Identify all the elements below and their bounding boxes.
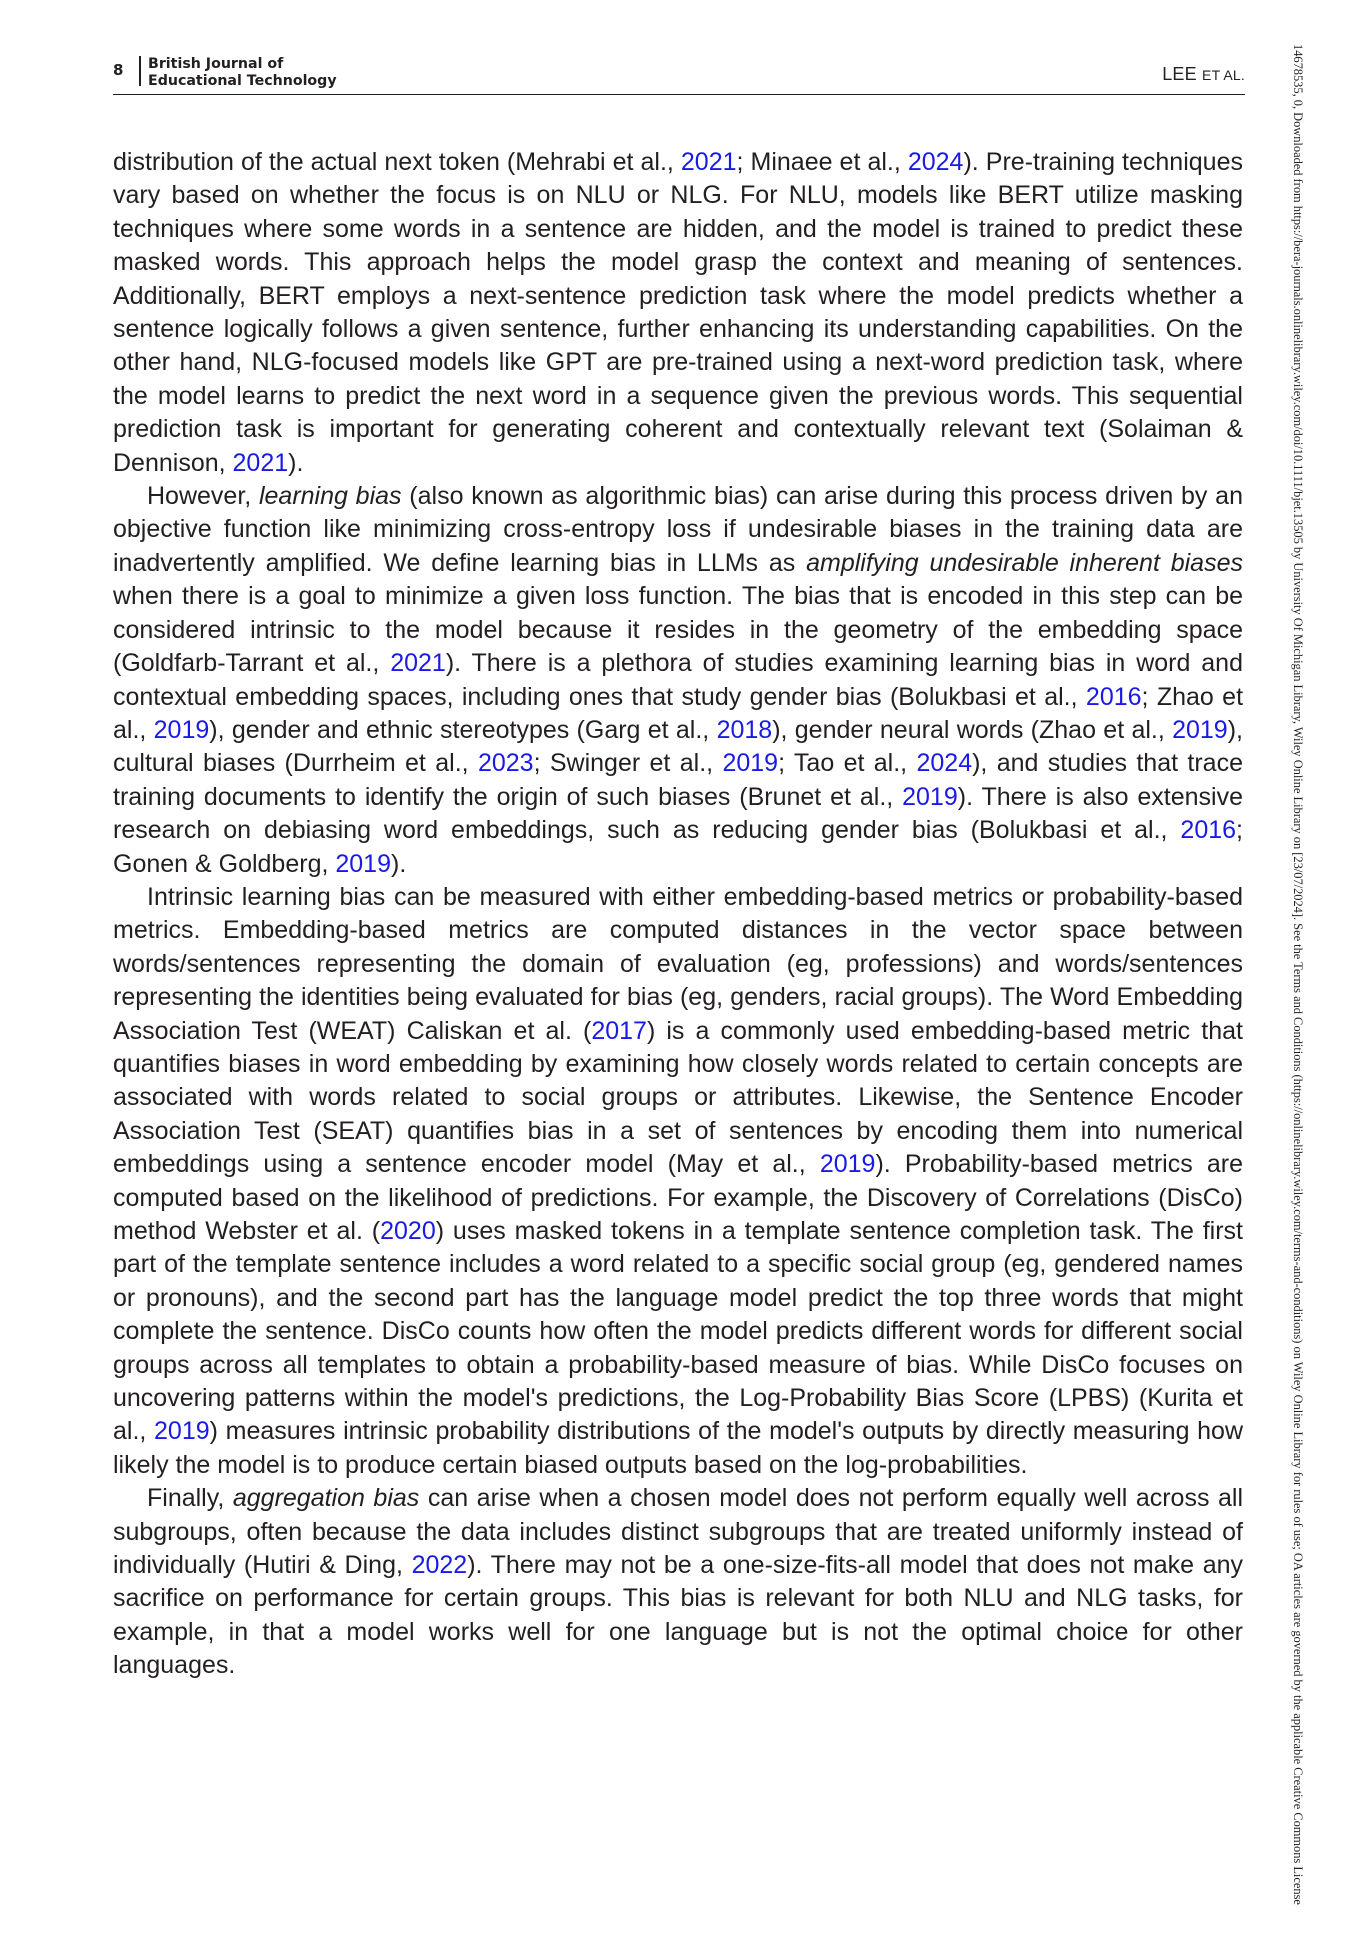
running-head-et-al: ET AL. <box>1202 67 1245 83</box>
journal-name-line-2: Educational Technology <box>148 73 337 89</box>
paragraph-text: ) is a commonly used embedding-based metric that quantifies biases in word embedding by examining how closely words related to certain concepts are associated with words related to social groups or attributes. Likewise, the Sentence Encoder Association Test (SEAT) quantifies bias in a set of sentences by encoding them into numerical embeddings using a sentence encoder model (May et al., <box>113 1016 1243 1179</box>
paragraph-text: ). There may not be a one-size-fits-all model that does not make any sacrifice on performance for certain groups. This bias is relevant for both NLU and NLG tasks, for example, in that a model works well for one language but is not the optimal choice for other languages. <box>113 1551 1243 1680</box>
header-divider <box>139 56 141 86</box>
paragraph-text: ) measures intrinsic probability distributions of the model's outputs by directly measuring how likely the model is to produce certain biased outputs based on the log-probabilities. <box>113 1417 1244 1479</box>
citation-year-link[interactable]: 2019 <box>722 749 779 778</box>
paragraph-text: ; Tao et al., <box>778 749 917 778</box>
emphasized-term: aggregation bias <box>232 1484 420 1513</box>
citation-year-link[interactable]: 2019 <box>154 1417 210 1446</box>
citation-year-link[interactable]: 2023 <box>477 749 534 778</box>
paragraph-text: when there is a goal to minimize a given loss function. The bias that is encoded in this step can be considered intrinsic to the model because it resides in the geometry of the embedding space (Goldfarb-Tarrant et al., <box>113 582 1243 678</box>
paragraph-text: ), gender and ethnic stereotypes (Garg et al., <box>209 715 717 744</box>
body-paragraph-3 <box>113 881 1243 1482</box>
paragraph-text: ), cultural biases (Durrheim et al., <box>113 715 1243 778</box>
journal-name-line-1: British Journal of <box>148 56 284 72</box>
body-paragraph-2 <box>113 480 1243 881</box>
emphasized-term: learning bias <box>258 482 402 511</box>
paragraph-text: ). There is a plethora of studies examining learning bias in word and contextual embedding spaces, including ones that study gender bias (Bolukbasi et al., <box>113 649 1243 711</box>
paragraph-text: ; Minaee et al., <box>736 148 908 176</box>
running-head-authors: LEE <box>1162 64 1203 84</box>
citation-year-link[interactable]: 2024 <box>907 148 964 176</box>
paragraph-text: ). Probability-based metrics are computed based on the likelihood of predictions. For example, the Discovery of Correlations (DisCo) method Webster et al. ( <box>113 1150 1243 1245</box>
paragraph-text: However, <box>147 482 259 511</box>
citation-year-link[interactable]: 2020 <box>380 1217 436 1245</box>
paragraph-text: Finally, <box>147 1484 233 1513</box>
citation-year-link[interactable]: 2019 <box>1172 715 1228 744</box>
citation-year-link[interactable]: 2019 <box>153 715 210 744</box>
paragraph-text: ). There is also extensive research on debiasing word embeddings, such as reducing gender bias (Bolukbasi et al., <box>113 782 1243 845</box>
paragraph-text: ) uses masked tokens in a template sentence completion task. The first part of the template sentence includes a word related to a specific social group (eg, gendered names or pronouns), and the second part has the language model predict the top three words that might complete the sentence. DisCo counts how often the model predicts different words for different social groups across all templates to obtain a probability-based measure of bias. While DisCo focuses on uncovering patterns within the model's predictions, the Log-Probability Bias Score (LPBS) (Kurita et al., <box>113 1217 1244 1446</box>
citation-year-link[interactable]: 2016 <box>1180 816 1237 845</box>
paragraph-text: ). Pre-training techniques vary based on whether the focus is on NLU or NLG. For NLU, models like BERT utilize masking techniques where some words in a sentence are hidden, and the model is trained to predict these masked words. This approach helps the model grasp the context and meaning of sentences. Additionally, BERT employs a next-sentence prediction task where the model predicts whether a sentence logically follows a given sentence, further enhancing its understanding capabilities. On the other hand, NLG-focused models like GPT are pre-trained using a next-word prediction task, where the model learns to predict the next word in a sequence given the previous words. This sequential prediction task is important for generating coherent and contextually relevant text (Solaiman & Dennison, <box>113 148 1243 477</box>
paragraph-text: (also known as algorithmic bias) can arise during this process driven by an objective function like minimizing cross-entropy loss if undesirable biases in the training data are inadvertently amplified. We define learning bias in LLMs as <box>113 482 1243 577</box>
body-paragraph-4 <box>113 1482 1243 1682</box>
paragraph-text: Intrinsic learning bias can be measured with either embedding-based metrics or probability-based metrics. Embedding-based metrics are computed distances in the vector space between words/sentences representing the domain of evaluation (eg, professions) and words/sentences representing the identities being evaluated for bias (eg, genders, racial groups). The Word Embedding Association Test (WEAT) Caliskan et al. ( <box>113 882 1243 1045</box>
citation-year-link[interactable]: 2019 <box>335 849 391 878</box>
citation-year-link[interactable]: 2016 <box>1085 682 1142 711</box>
citation-year-link[interactable]: 2019 <box>819 1150 876 1179</box>
citation-year-link[interactable]: 2024 <box>916 749 973 778</box>
body-paragraph-1 <box>113 146 1243 480</box>
article-body <box>113 146 1243 1683</box>
emphasized-term: amplifying undesirable inherent biases <box>806 548 1243 577</box>
paragraph-text: ), gender neural words (Zhao et al., <box>772 715 1173 744</box>
journal-name <box>148 56 337 90</box>
running-head <box>1162 64 1245 85</box>
paragraph-text: can arise when a chosen model does not perform equally well across all subgroups, often because the data includes distinct subgroups that are treated uniformly instead of individually (Hutiri & Ding, <box>113 1484 1243 1580</box>
page-number: 8 <box>113 61 124 79</box>
citation-year-link[interactable]: 2021 <box>680 148 737 176</box>
page-header <box>113 56 1245 95</box>
download-notice <box>1290 44 1320 1904</box>
citation-year-link[interactable]: 2021 <box>232 448 289 477</box>
paragraph-text: ). <box>288 448 304 477</box>
paragraph-text: ; Gonen & Goldberg, <box>113 816 1243 878</box>
citation-year-link[interactable]: 2017 <box>591 1016 647 1045</box>
paragraph-text: ; Zhao et al., <box>113 682 1244 744</box>
citation-year-link[interactable]: 2022 <box>411 1551 468 1580</box>
citation-year-link[interactable]: 2018 <box>716 715 773 744</box>
paragraph-text: distribution of the actual next token (Mehrabi et al., <box>113 148 681 176</box>
download-notice-text: 14678535, 0, Downloaded from https://bera-journals.onlinelibrary.wiley.com/doi/10.1111/bjet.13505 by University Of Michigan Library, Wiley Online Library on [23/07/2024]. See the Terms and Conditions (https://onlinelibrary.wiley.com/terms-and-conditions) on Wiley Online Library for rules of use; OA articles are governed by the applicable Creative Commons License <box>1291 44 1305 1905</box>
citation-year-link[interactable]: 2021 <box>390 649 446 678</box>
citation-year-link[interactable]: 2019 <box>902 782 958 811</box>
paragraph-text: ; Swinger et al., <box>533 749 723 778</box>
paragraph-text: ), and studies that trace training documents to identify the origin of such biases (Brunet et al., <box>113 749 1243 811</box>
paragraph-text: ). <box>391 849 407 878</box>
